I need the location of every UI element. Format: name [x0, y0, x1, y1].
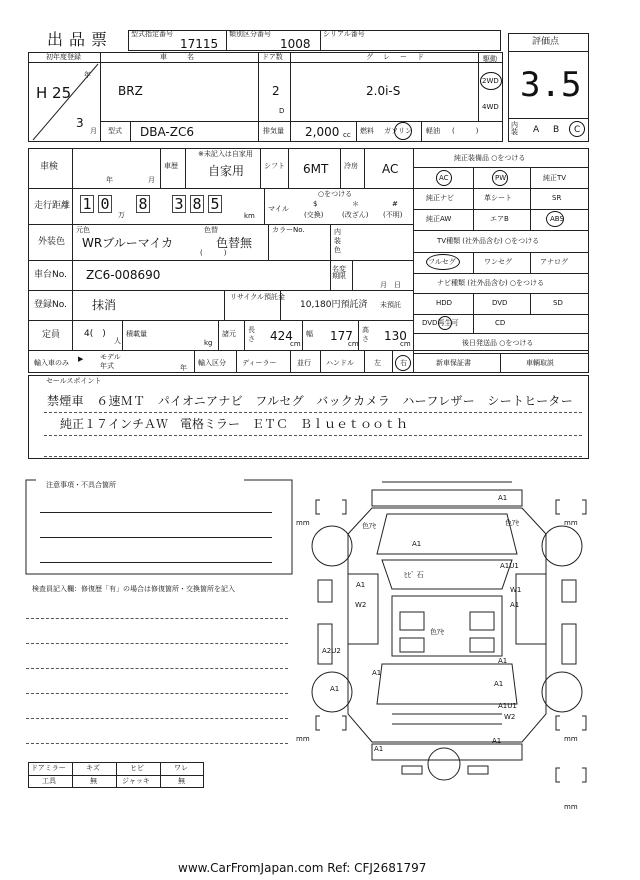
mileage-digit-3: 8 — [136, 195, 150, 213]
first-reg-year-unit: 年 — [84, 71, 91, 79]
color-paren: ( ) — [200, 249, 227, 257]
acc-value-3: ジャッキ — [122, 777, 150, 785]
handle-label: ハンドル — [326, 359, 354, 367]
mark-left-door: A1 — [356, 581, 366, 589]
mm-rl: mm — [296, 735, 310, 743]
mark-windshield: ﾋﾋﾞ 石 — [404, 571, 424, 579]
first-reg-era: H 25 — [36, 84, 72, 102]
displacement-value: 2,000 — [305, 125, 340, 139]
first-reg-month-unit: 月 — [90, 127, 97, 135]
shift-label: シフト — [264, 162, 285, 170]
acc-value-2: 無 — [90, 777, 97, 785]
fuel-gasoline: ガソリン — [384, 127, 412, 135]
length-label: 長さ — [248, 326, 255, 343]
height-label: 高さ — [362, 326, 369, 343]
seat-4 — [470, 638, 494, 652]
width-unit: cm — [348, 340, 359, 348]
seat-3 — [400, 638, 424, 652]
later-title: 後日発送品 ○をつける — [462, 339, 534, 347]
equip-tv: 純正TV — [543, 174, 567, 182]
tire-bracket-spare — [556, 768, 586, 782]
defects-label: 注意事項・不具合箇所 — [46, 481, 116, 489]
color-change-label: 色替 — [204, 226, 218, 234]
wheel-fr — [542, 526, 582, 566]
score-label: 評価点 — [532, 37, 560, 47]
navi-dvd-play: DVD再生可 — [422, 319, 459, 327]
ac-value: AC — [382, 162, 399, 176]
equip-airbag: エアB — [490, 215, 509, 223]
grade-label: グレード — [366, 53, 434, 61]
import-parallel: 並行 — [297, 359, 311, 367]
model-cert-label: 型式指定番号 — [131, 30, 173, 38]
import-dealer: ディーラー — [242, 359, 277, 367]
equip-ac-circle — [436, 170, 452, 186]
interior-grade-a: A — [533, 125, 540, 135]
mark-hood: A1 — [412, 540, 422, 548]
history-value: 自家用 — [208, 164, 245, 178]
mark-rr-area: A1 — [494, 680, 504, 688]
height-unit: cm — [400, 340, 411, 348]
mileage-unknown: (不明) — [383, 211, 403, 219]
class-label: 類別区分番号 — [229, 30, 271, 38]
mark-fl-fender: 色ｱｾ — [362, 522, 376, 530]
doors-label: ドア数 — [262, 53, 283, 61]
acc-header-4: ワレ — [174, 764, 188, 772]
wheel-rr — [542, 672, 582, 712]
mm-fr: mm — [564, 519, 578, 527]
mark-left-door-w2: W2 — [355, 601, 367, 609]
mirror-left — [318, 580, 332, 602]
drive-2wd-circle — [480, 72, 502, 90]
inspection-month: 月 — [148, 176, 155, 184]
capacity-label: 定員 — [42, 330, 61, 340]
import-arrow: ▶ — [78, 355, 84, 363]
registration-label: 登録No. — [34, 300, 67, 310]
sill-right — [562, 624, 576, 664]
mileage-mile: マイル — [268, 205, 289, 213]
navi-title: ナビ種類 (社外品含む) ○をつける — [437, 279, 545, 287]
mark-right-door-a1: A1 — [510, 601, 520, 609]
model-year-unit: 年 — [180, 364, 187, 372]
tire-bracket-rr — [556, 716, 586, 730]
shift-value: 6MT — [303, 162, 329, 176]
mark-rl-wheel: A1 — [330, 685, 340, 693]
mileage-digit-1: 1 — [80, 195, 94, 213]
exterior-label: 外装色 — [38, 237, 66, 247]
tv-title: TV種類 (社外品含む) ○をつける — [437, 237, 540, 245]
mileage-digit-6: 5 — [208, 195, 222, 213]
mileage-hash: # — [392, 200, 398, 208]
tv-oneseg: ワンセグ — [484, 258, 512, 266]
color-value: WRブルーマイカ — [82, 236, 174, 250]
first-reg-slash — [28, 62, 100, 142]
doors-value: 2 — [272, 84, 280, 98]
serial-label: シリアル番号 — [323, 30, 365, 38]
import-label: 輸入車のみ — [34, 359, 69, 367]
drive-label: 駆動 — [483, 55, 497, 63]
mark-rr-quarter: A1U1 — [498, 702, 517, 710]
inspector-label: 検査員記入欄：修復歴「有」の場合は修復箇所・交換箇所を記入 — [32, 585, 235, 593]
interior-grade-b: B — [553, 125, 560, 135]
acc-value-4: 無 — [178, 777, 185, 785]
equip-abs-circle — [546, 211, 564, 227]
tv-analog: アナログ — [540, 258, 568, 266]
width-label: 幅 — [306, 330, 313, 338]
mileage-digit-2: 0 — [98, 195, 112, 213]
interior-grade-c: C — [574, 125, 581, 135]
chassis-value: ZC6-008690 — [86, 268, 161, 282]
load-label: 積載量 — [126, 330, 147, 338]
displacement-label: 排気量 — [263, 127, 284, 135]
drive-4wd: 4WD — [482, 103, 499, 111]
sales-line-1: 禁煙車 ６速ＭＴ パイオニアナビ フルセグ バックカメラ ハーフレザー シートヒーター — [47, 394, 574, 408]
equip-aw: 純正AW — [426, 215, 452, 223]
windshield — [382, 560, 512, 589]
mileage-dollar: $ — [313, 200, 318, 208]
spare-wheel — [428, 748, 460, 780]
later-manual: 車輌取説 — [526, 359, 554, 367]
chassis-label: 車台No. — [34, 270, 67, 280]
height-value: 130 — [384, 329, 407, 343]
fuel-light-oil: 軽油 — [426, 127, 440, 135]
handle-right: 右 — [400, 359, 407, 367]
load-unit: kg — [204, 339, 213, 347]
mm-rr: mm — [564, 735, 578, 743]
mileage-exchange: (交換) — [304, 211, 324, 219]
first-reg-label: 初年度登録 — [46, 53, 81, 61]
mark-roof: 色ｱｾ — [430, 628, 444, 636]
mark-left-quarter: A2U2 — [322, 647, 341, 655]
navi-dvd-play-circle — [438, 316, 452, 330]
mileage-circle-note: ○をつける — [318, 190, 353, 198]
rear-bumper — [372, 744, 522, 760]
mm-spare: mm — [564, 803, 578, 811]
history-label: 車歴 — [164, 162, 178, 170]
orig-color-label: 元色 — [76, 226, 90, 234]
mark-right-rear-door: A1 — [498, 657, 508, 665]
grade-value: 2.0i-S — [366, 84, 401, 98]
navi-hdd: HDD — [436, 299, 453, 307]
navi-sd: SD — [553, 299, 563, 307]
equip-pw: PW — [495, 174, 507, 182]
equip-abs: ABS — [550, 215, 564, 223]
dims-label: 諸元 — [222, 330, 236, 338]
tire-bracket-fl — [316, 500, 346, 514]
mark-rr-w2: W2 — [504, 713, 516, 721]
model-label: 型式 — [108, 127, 122, 135]
tire-bracket-fr — [556, 500, 586, 514]
model-year-label: モデル年式 — [100, 353, 121, 370]
car-name: BRZ — [118, 84, 143, 98]
acc-value-1: 工具 — [42, 777, 56, 785]
inspection-year: 年 — [106, 176, 113, 184]
mileage-digit-4: 3 — [172, 195, 186, 213]
mark-fr-fender: 色ｱｾ — [505, 519, 519, 527]
door-type: D — [279, 107, 285, 115]
sill-left — [318, 624, 332, 664]
right-door — [516, 574, 546, 644]
roof — [392, 596, 502, 656]
equip-ac: AC — [439, 174, 449, 182]
acc-header-1: ドアミラー — [31, 764, 66, 772]
recycle-label: リサイクル預託金 — [230, 293, 286, 301]
footer-ref: www.CarFromJapan.com Ref: CFJ2681797 — [178, 861, 427, 875]
fuel-circle — [394, 122, 412, 140]
acc-header-3: ヒビ — [130, 764, 144, 772]
sales-point-label: セールスポイント — [46, 377, 102, 385]
mileage-star: ＊ — [352, 200, 359, 208]
tv-fullseg: フルセグ — [428, 258, 456, 266]
equip-sr: SR — [552, 194, 562, 202]
later-warranty: 新車保証書 — [436, 359, 471, 367]
inspection-label: 車検 — [40, 162, 59, 172]
mileage-digit-5: 8 — [190, 195, 204, 213]
model-value: DBA-ZC6 — [140, 125, 194, 139]
mark-rear-bumper: A1 — [374, 745, 384, 753]
seat-1 — [400, 612, 424, 630]
interior-label: 内装 — [511, 121, 518, 136]
car-diagram — [292, 474, 602, 814]
recycle-none: 未預託 — [380, 301, 401, 309]
ac-label: 冷房 — [344, 162, 358, 170]
sheet-title: 出品票 — [47, 30, 114, 49]
name-change-label: 名変期限 — [332, 265, 346, 280]
mark-fr-door: A1U1 — [500, 562, 519, 570]
mirror-right — [562, 580, 576, 602]
registration-value: 抹消 — [92, 298, 117, 312]
mark-front-bumper: A1 — [498, 494, 508, 502]
hood — [377, 514, 517, 554]
color-change-value: 色替無 — [216, 236, 253, 250]
tv-fullseg-circle — [426, 254, 460, 270]
recycle-value: 10,180円預託済 — [300, 300, 368, 310]
fuel-paren: ( ) — [452, 127, 479, 135]
seat-2 — [470, 612, 494, 630]
equip-title: 純正装備品 ○をつける — [454, 154, 526, 162]
tire-bracket-rl — [316, 716, 346, 730]
mark-right-door-w1: W1 — [510, 586, 522, 594]
wheel-fl — [312, 526, 352, 566]
interior-c-circle — [569, 121, 585, 137]
score-value: 3.5 — [520, 65, 582, 105]
car-name-label: 車名 — [160, 53, 214, 61]
handle-right-circle — [395, 355, 411, 371]
mileage-label: 走行距離 — [34, 201, 71, 211]
navi-cd: CD — [495, 319, 506, 327]
fuel-label: 燃料 — [360, 127, 374, 135]
mark-trunk: A1 — [372, 669, 382, 677]
first-reg-month: 3 — [76, 116, 84, 130]
capacity-unit: 人 — [114, 337, 121, 345]
import-type-label: 輸入区分 — [198, 359, 226, 367]
mm-fl: mm — [296, 519, 310, 527]
width-value: 177 — [330, 329, 353, 343]
equip-pw-circle — [492, 170, 508, 186]
model-cert-no: 17115 — [180, 37, 219, 51]
length-unit: cm — [290, 340, 301, 348]
mileage-km-unit: km — [244, 212, 255, 220]
name-change-date: 月 日 — [380, 281, 401, 289]
class-no: 1008 — [280, 37, 311, 51]
length-value: 424 — [270, 329, 293, 343]
mark-rear-right: A1 — [492, 737, 502, 745]
interior-color-label: 内装色 — [334, 228, 341, 254]
handle-left: 左 — [374, 359, 381, 367]
mileage-man-unit: 万 — [118, 211, 125, 219]
equip-leather: 革シート — [484, 194, 512, 202]
cc-unit: cc — [343, 131, 351, 139]
equip-navi: 純正ナビ — [426, 194, 454, 202]
capacity-value: 4( ) — [84, 329, 106, 339]
drive-2wd: 2WD — [482, 77, 499, 85]
acc-header-2: キズ — [86, 764, 100, 772]
colorno-label: カラーNo. — [272, 226, 305, 234]
sales-line-2: 純正１７インチＡＷ 電格ミラー ＥＴＣ Ｂｌｕｅｔｏｏｔｈ — [60, 417, 409, 431]
history-note: ※未記入は自家用 — [198, 150, 253, 158]
mileage-modified: (改ざん) — [342, 211, 369, 219]
navi-dvd: DVD — [492, 299, 508, 307]
